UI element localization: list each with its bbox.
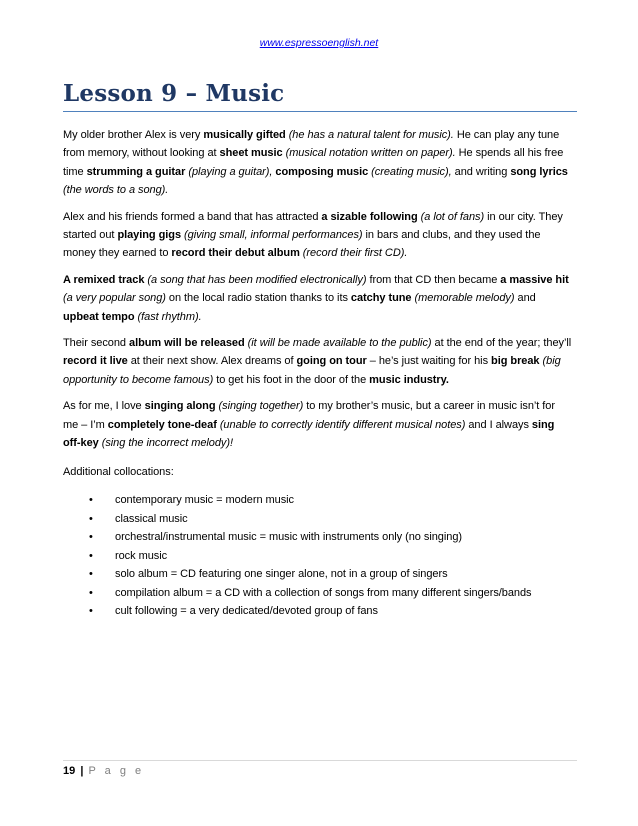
body-text: on the local radio station thanks to its: [165, 292, 351, 305]
body-text: and writing: [451, 165, 511, 178]
collocation-term: sing off-key: [63, 418, 555, 450]
collocation-term: song lyrics: [510, 165, 568, 178]
list-item: [89, 547, 573, 566]
list-item: [89, 510, 573, 529]
body-text: at their next show. Alex dreams of: [127, 355, 297, 368]
paragraph: [63, 397, 573, 452]
page-label: P a g e: [88, 765, 145, 777]
body-text: My older brother Alex is very: [63, 129, 204, 141]
collocation-term: a massive hit: [500, 273, 569, 286]
body-text: and I always: [465, 418, 532, 431]
collocation-term: record their debut album: [171, 247, 300, 260]
collocations-heading: Additional collocations:: [63, 465, 174, 478]
definition-text: (a song that has been modified electronically): [144, 273, 367, 286]
footer-separator: |: [80, 765, 84, 777]
bullet-icon: •: [89, 586, 93, 599]
list-item-text: contemporary music = modern music: [115, 493, 294, 506]
definition-text: (big opportunity to become famous): [63, 355, 561, 386]
paragraph: [63, 334, 573, 389]
definition-text: (a lot of fans): [417, 210, 485, 223]
body-text: and: [514, 292, 536, 305]
definition-text: (singing together): [215, 400, 304, 413]
list-item: [89, 584, 573, 603]
collocation-term: catchy tune: [350, 292, 412, 305]
body-text: from that CD then became: [366, 273, 501, 286]
list-item-text: cult following = a very dedicated/devoted group of fans: [115, 605, 378, 618]
definition-text: (creating music),: [368, 165, 452, 178]
collocation-term: a sizable following: [321, 210, 418, 223]
definition-text: (record their first CD).: [299, 247, 408, 260]
list-item-text: compilation album = a CD with a collection of songs from many different singers/bands: [115, 586, 532, 599]
collocation-term: sheet music: [219, 147, 283, 160]
definition-text: (memorable melody): [411, 292, 515, 305]
collocation-term: singing along: [144, 400, 216, 413]
definition-text: (he has a natural talent for music).: [285, 129, 454, 141]
collocation-term: upbeat tempo: [63, 310, 135, 323]
list-item-text: classical music: [115, 512, 188, 525]
definition-text: (unable to correctly identify different musical notes): [216, 418, 466, 431]
footer-divider: [63, 760, 577, 761]
collocation-term: composing music: [275, 165, 369, 178]
list-item-text: rock music: [115, 549, 168, 562]
bullet-icon: •: [89, 493, 93, 506]
collocation-term: record it live: [63, 355, 128, 368]
collocation-term: completely tone-deaf: [107, 418, 217, 431]
definition-text: (the words to a song).: [63, 184, 169, 197]
body-text: As for me, I love: [63, 400, 145, 413]
definition-text: (sing the incorrect melody)!: [98, 437, 233, 450]
body-text: in bars and clubs, and they used the money they earned to: [63, 229, 541, 260]
list-item: [89, 565, 573, 584]
collocation-term: strumming a guitar: [86, 165, 186, 178]
bullet-icon: •: [89, 512, 93, 525]
list-item: [89, 491, 573, 510]
paragraph: [63, 271, 573, 326]
definition-text: (musical notation written on paper).: [282, 147, 456, 160]
paragraph: [63, 208, 573, 263]
body-text: Alex and his friends formed a band that has attracted: [63, 210, 322, 223]
page-number: 19: [63, 765, 76, 777]
body-text: to my brother’s music, but a career in music isn’t for me – I’m: [63, 400, 555, 431]
list-item: [89, 602, 573, 621]
list-item-text: solo album = CD featuring one singer alone, not in a group of singers: [115, 568, 448, 581]
list-item: [89, 528, 573, 547]
definition-text: (it will be made available to the public): [244, 337, 432, 350]
body-text: – he’s just waiting for his: [366, 355, 492, 368]
lesson-body: [63, 126, 573, 621]
definition-text: (fast rhythm).: [134, 310, 202, 323]
collocation-term: music industry.: [369, 373, 449, 386]
collocation-term: big break: [491, 355, 540, 368]
bullet-icon: •: [89, 549, 93, 562]
collocation-term: album will be released: [129, 337, 245, 350]
header-website-link[interactable]: www.espressoenglish.net: [259, 37, 379, 49]
body-text: in our city. They started out: [63, 210, 563, 242]
body-text: He can play any tune from memory, without looking at: [63, 129, 560, 160]
collocation-term: musically gifted: [203, 129, 286, 141]
definition-text: (giving small, informal performances): [181, 229, 363, 242]
body-text: He spends all his free time: [63, 147, 564, 178]
collocation-term: playing gigs: [117, 229, 182, 242]
list-item-text: orchestral/instrumental music = music with instruments only (no singing): [115, 531, 463, 544]
definition-text: (playing a guitar),: [185, 165, 273, 178]
collocation-term: going on tour: [296, 355, 367, 368]
page-footer: [63, 765, 144, 777]
body-text: to get his foot in the door of the: [213, 373, 370, 386]
title-underline: [63, 111, 577, 112]
bullet-icon: •: [89, 531, 93, 544]
paragraph: [63, 126, 573, 200]
body-text: Their second: [63, 337, 129, 350]
definition-text: (a very popular song): [63, 292, 166, 305]
collocations-list: [63, 491, 573, 621]
body-text: at the end of the year; they’ll: [431, 337, 572, 350]
bullet-icon: •: [89, 568, 93, 581]
collocation-term: A remixed track: [63, 273, 145, 286]
lesson-title: Lesson 9 – Music: [63, 80, 285, 107]
bullet-icon: •: [89, 605, 93, 618]
